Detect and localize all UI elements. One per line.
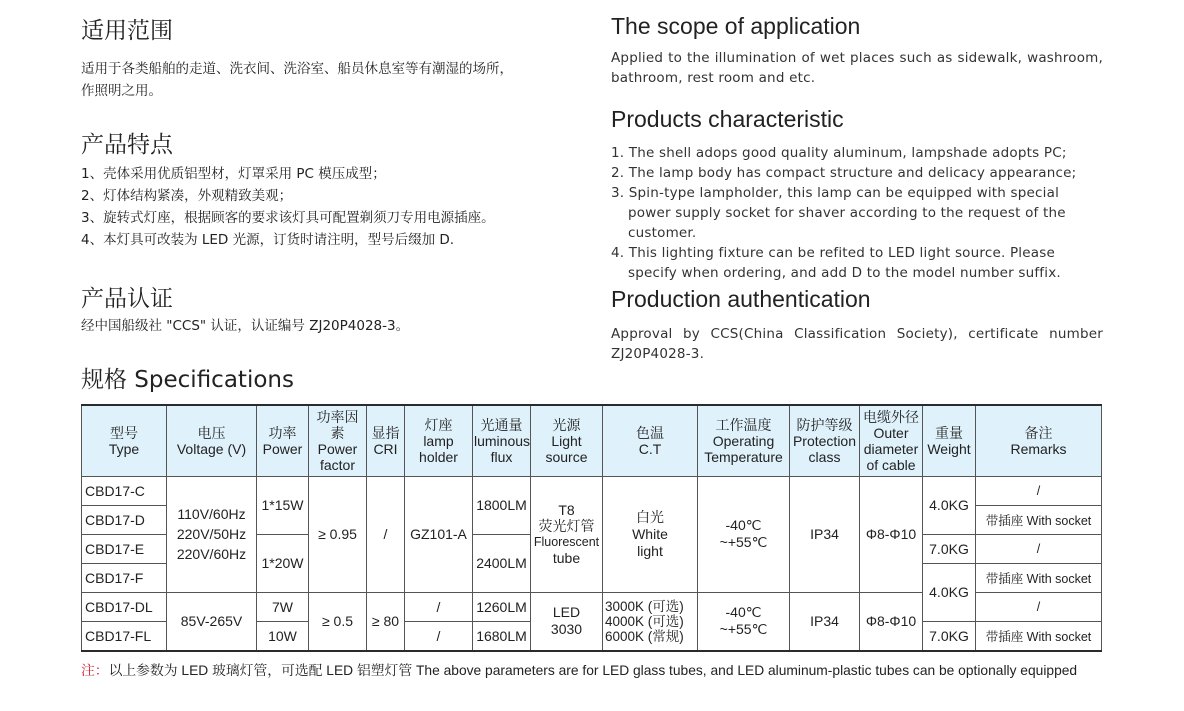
header-power: 功率 Power bbox=[257, 405, 309, 476]
model-cell: CBD17-D bbox=[82, 505, 167, 534]
header-type: 型号 Type bbox=[82, 405, 167, 476]
header-protection: 防护等级 Protection class bbox=[790, 405, 860, 476]
features-cn-title: 产品特点 bbox=[81, 132, 173, 158]
weight-cell: 7.0KG bbox=[923, 621, 976, 651]
header-temperature: 工作温度 Operating Temperature bbox=[698, 405, 790, 476]
feature-cn-item: 2、灯体结构紧凑，外观精致美观； bbox=[81, 188, 293, 204]
feature-cn-item: 1、壳体采用优质铝型材，灯罩采用 PC 模压成型； bbox=[81, 166, 386, 182]
model-cell: CBD17-F bbox=[82, 563, 167, 592]
features-en-list bbox=[611, 143, 1103, 283]
model-cell: CBD17-FL bbox=[82, 621, 167, 651]
protection-cell: IP34 bbox=[790, 592, 860, 651]
flux-cell: 1680LM bbox=[473, 621, 531, 651]
flux-cell: 1260LM bbox=[473, 592, 531, 621]
scope-en-text: Applied to the illumination of wet places such as sidewalk, washroom, bathroom, rest room and etc. bbox=[611, 50, 1103, 86]
footnote bbox=[81, 659, 1077, 679]
flux-cell: 1800LM bbox=[473, 476, 531, 534]
feature-en-item: 3. Spin-type lampholder, this lamp can be equipped with special power supply socket for shaver according to the request of the customer. bbox=[611, 185, 1066, 241]
cert-en-text: Approval by CCS(China Classification Society), certificate number ZJ20P4028-3. bbox=[611, 326, 1103, 362]
voltage-cell: 85V-265V bbox=[167, 592, 257, 651]
cable-cell: Φ8-Φ10 bbox=[860, 476, 923, 592]
header-power-factor: 功率因素 Power factor bbox=[309, 405, 367, 476]
scope-cn-line1: 适用于各类船舶的走道、洗衣间、洗浴室、船员休息室等有潮湿的场所， bbox=[81, 61, 513, 77]
lamp-holder-cell: / bbox=[405, 592, 473, 621]
header-remarks: 备注 Remarks bbox=[976, 405, 1102, 476]
feature-cn-item: 4、本灯具可改装为 LED 光源，订货时请注明，型号后缀加 D. bbox=[81, 232, 455, 248]
footnote-text: 以上参数为 LED 玻璃灯管，可选配 LED 铝塑灯管 The above parameters are for LED glass tubes, and LED aluminum-plastic tubes can be optionally equipped bbox=[108, 663, 1078, 678]
cert-en-title: Production authentication bbox=[611, 286, 871, 312]
model-cell: CBD17-DL bbox=[82, 592, 167, 621]
weight-cell: 4.0KG bbox=[923, 476, 976, 534]
remarks-cell: / bbox=[976, 476, 1102, 505]
remarks-cell: 带插座 With socket bbox=[976, 621, 1102, 651]
remarks-cell: 带插座 With socket bbox=[976, 563, 1102, 592]
feature-en-item: 4. This lighting fixture can be refited to LED light source. Please specify when ordering, and add D to the model number suffix. bbox=[611, 245, 1061, 281]
remarks-cell: / bbox=[976, 534, 1102, 563]
table-row bbox=[82, 476, 1102, 505]
feature-en-item: 1. The shell adops good quality aluminum, lampshade adopts PC; bbox=[611, 145, 1067, 161]
ct-cell: 白光 White light bbox=[603, 476, 698, 592]
header-luminous-flux: 光通量 luminous flux bbox=[473, 405, 531, 476]
cri-cell: / bbox=[367, 476, 405, 592]
power-cell: 1*20W bbox=[257, 534, 309, 592]
header-ct: 色温 C.T bbox=[603, 405, 698, 476]
power-cell: 10W bbox=[257, 621, 309, 651]
cable-cell: Φ8-Φ10 bbox=[860, 592, 923, 651]
features-cn-list bbox=[81, 163, 495, 251]
temperature-cell: -40℃ ~+55℃ bbox=[698, 476, 790, 592]
scope-cn-line2: 作照明之用。 bbox=[81, 83, 162, 99]
protection-cell: IP34 bbox=[790, 476, 860, 592]
header-light-source: 光源 Light source bbox=[531, 405, 603, 476]
temperature-cell: -40℃ ~+55℃ bbox=[698, 592, 790, 651]
header-weight: 重量 Weight bbox=[923, 405, 976, 476]
model-cell: CBD17-C bbox=[82, 476, 167, 505]
header-voltage: 电压 Voltage (V) bbox=[167, 405, 257, 476]
table-header-row bbox=[82, 405, 1102, 476]
header-cri: 显指 CRI bbox=[367, 405, 405, 476]
header-cable: 电缆外径 Outer diameter of cable bbox=[860, 405, 923, 476]
flux-cell: 2400LM bbox=[473, 534, 531, 592]
footnote-prefix: 注： bbox=[81, 663, 109, 678]
scope-en-title: The scope of application bbox=[611, 13, 861, 39]
power-factor-cell: ≥ 0.95 bbox=[309, 476, 367, 592]
weight-cell: 7.0KG bbox=[923, 534, 976, 563]
remarks-cell: 带插座 With socket bbox=[976, 505, 1102, 534]
voltage-cell: 110V/60Hz 220V/50Hz 220V/60Hz bbox=[167, 476, 257, 592]
cri-cell: ≥ 80 bbox=[367, 592, 405, 651]
lamp-holder-cell: / bbox=[405, 621, 473, 651]
power-cell: 7W bbox=[257, 592, 309, 621]
ct-cell: 3000K (可选) 4000K (可选) 6000K (常规) bbox=[603, 592, 698, 651]
remarks-cell: / bbox=[976, 592, 1102, 621]
spec-table bbox=[81, 404, 1102, 652]
model-cell: CBD17-E bbox=[82, 534, 167, 563]
light-source-cell: T8 荧光灯管 Fluorescent tube bbox=[531, 476, 603, 592]
cert-cn-title: 产品认证 bbox=[81, 286, 173, 312]
lamp-holder-cell: GZ101-A bbox=[405, 476, 473, 592]
spec-title: 规格 Specifications bbox=[81, 367, 294, 393]
weight-cell: 4.0KG bbox=[923, 563, 976, 621]
power-factor-cell: ≥ 0.5 bbox=[309, 592, 367, 651]
light-source-cell: LED 3030 bbox=[531, 592, 603, 651]
header-lamp-holder: 灯座 lamp holder bbox=[405, 405, 473, 476]
cert-cn-text: 经中国船级社 "CCS" 认证，认证编号 ZJ20P4028-3。 bbox=[81, 318, 410, 334]
features-en-title: Products characteristic bbox=[611, 106, 844, 132]
scope-cn-title: 适用范围 bbox=[81, 18, 173, 44]
feature-cn-item: 3、旋转式灯座，根据顾客的要求该灯具可配置剃须刀专用电源插座。 bbox=[81, 210, 495, 226]
feature-en-item: 2. The lamp body has compact structure and delicacy appearance; bbox=[611, 165, 1077, 181]
power-cell: 1*15W bbox=[257, 476, 309, 534]
scope-cn-text bbox=[81, 58, 581, 102]
